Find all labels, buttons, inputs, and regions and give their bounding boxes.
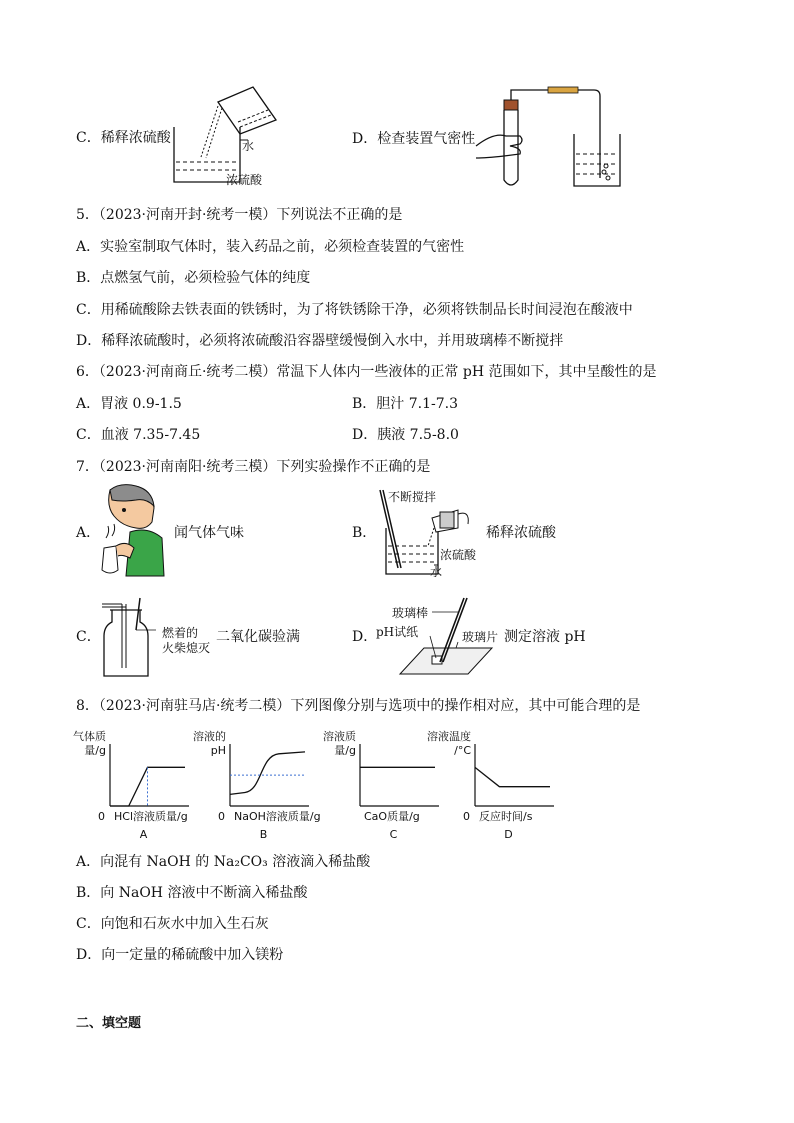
chart-xlabel: HCl溶液质量/g — [114, 810, 188, 823]
section-2-heading: 二、填空题 — [76, 1016, 142, 1031]
chart-ylabel: 量/g — [84, 744, 106, 757]
q7-d-rod-label: 玻璃棒 — [392, 606, 429, 620]
q8-option-d: D．向一定量的稀硫酸中加入镁粉 — [76, 947, 284, 963]
q8-option-b: B．向 NaOH 溶液中不断滴入稀盐酸 — [76, 885, 308, 901]
q4-option-c-label: C．稀释浓硫酸 — [76, 130, 171, 146]
chart-ylabel: 溶液的 — [193, 730, 226, 743]
q5-option-c: C．用稀硫酸除去铁表面的铁锈时，为了将铁锈除干净，必须将铁制品长时间浸泡在酸液中 — [76, 302, 633, 318]
chart-ylabel: 量/g — [334, 744, 356, 757]
chart-panel-label: A — [139, 828, 148, 841]
q5-option-b: B．点燃氢气前，必须检验气体的纯度 — [76, 270, 311, 286]
q7-d-paper-label: pH试纸 — [376, 625, 419, 639]
chart-series-line — [230, 752, 305, 795]
q7-stem: 7．（2023·河南南阳·统考三模）下列实验操作不正确的是 — [76, 459, 431, 475]
q6-option-a: A．胃液 0.9-1.5 — [76, 396, 182, 412]
chart-panel-label: C — [389, 828, 398, 841]
q7-c-text: 二氧化碳验满 — [216, 629, 300, 645]
chart-ylabel: 气体质 — [73, 730, 106, 743]
q7-c-match-label-1: 燃着的 — [162, 626, 199, 640]
chart-xlabel: NaOH溶液质量/g — [234, 810, 321, 823]
q5-option-d: D．稀释浓硫酸时，必须将浓硫酸沿容器壁缓慢倒入水中，并用玻璃棒不断搅拌 — [76, 333, 564, 349]
q4-option-d-label: D．检查装置气密性 — [352, 131, 476, 147]
q7-a-text: 闻气体气味 — [174, 525, 244, 541]
q6-stem: 6．（2023·河南商丘·统考二模）常温下人体内一些液体的正常 pH 范围如下，其中呈酸性的是 — [76, 364, 657, 380]
q5-stem: 5．（2023·河南开封·统考一模）下列说法不正确的是 — [76, 207, 403, 223]
q8-stem: 8．（2023·河南驻马店·统考二模）下列图像分别与选项中的操作相对应，其中可能合理的是 — [76, 698, 641, 714]
q7-b-acid-label: 浓硫酸 — [440, 548, 477, 562]
q7-d-text: 测定溶液 pH — [504, 629, 586, 645]
q7-b-stir-label: 不断搅拌 — [388, 490, 437, 504]
q7-d-plate-label: 玻璃片 — [462, 630, 499, 644]
q4-c-acid-label: 浓硫酸 — [226, 173, 263, 187]
chart-origin-label: 0 — [218, 810, 225, 823]
co2-test-bottle-illustration — [96, 596, 166, 680]
q6-option-d: D．胰液 7.5-8.0 — [352, 427, 459, 443]
chart-ylabel: 溶液质 — [323, 730, 356, 743]
q8-charts — [70, 728, 600, 841]
airtightness-apparatus-illustration — [474, 84, 624, 192]
q5-option-a: A．实验室制取气体时，装入药品之前，必须检查装置的气密性 — [76, 239, 465, 255]
q4-c-water-label: 水 — [242, 139, 255, 153]
q7-option-c-label: C． — [76, 629, 101, 645]
chart-origin-label: 0 — [98, 810, 105, 823]
chart-ylabel: pH — [210, 744, 226, 757]
q8-option-c: C．向饱和石灰水中加入生石灰 — [76, 916, 269, 932]
chart-panel-label: B — [259, 828, 268, 841]
q7-c-match-label-2: 火柴熄灭 — [162, 641, 211, 655]
q6-option-b: B．胆汁 7.1-7.3 — [352, 396, 458, 412]
chart-xlabel: 反应时间/s — [479, 810, 533, 823]
q8-option-a: A．向混有 NaOH 的 Na₂CO₃ 溶液滴入稀盐酸 — [76, 854, 371, 870]
q7-option-d-label: D． — [352, 629, 378, 645]
q7-option-a-label: A． — [76, 525, 101, 541]
q6-option-c: C．血液 7.35-7.45 — [76, 427, 201, 443]
q7-option-b-label: B． — [352, 525, 377, 541]
chart-origin-label: 0 — [463, 810, 470, 823]
chart-panel-label: D — [504, 828, 513, 841]
chart-ylabel: /°C — [454, 744, 471, 757]
q7-b-water-label: 水 — [430, 565, 443, 579]
smelling-gas-person-illustration — [100, 486, 166, 578]
chart-xlabel: CaO质量/g — [364, 810, 420, 823]
q7-b-text: 稀释浓硫酸 — [486, 525, 556, 541]
chart-ylabel: 溶液温度 — [427, 730, 471, 743]
chart-series-line — [475, 767, 550, 786]
